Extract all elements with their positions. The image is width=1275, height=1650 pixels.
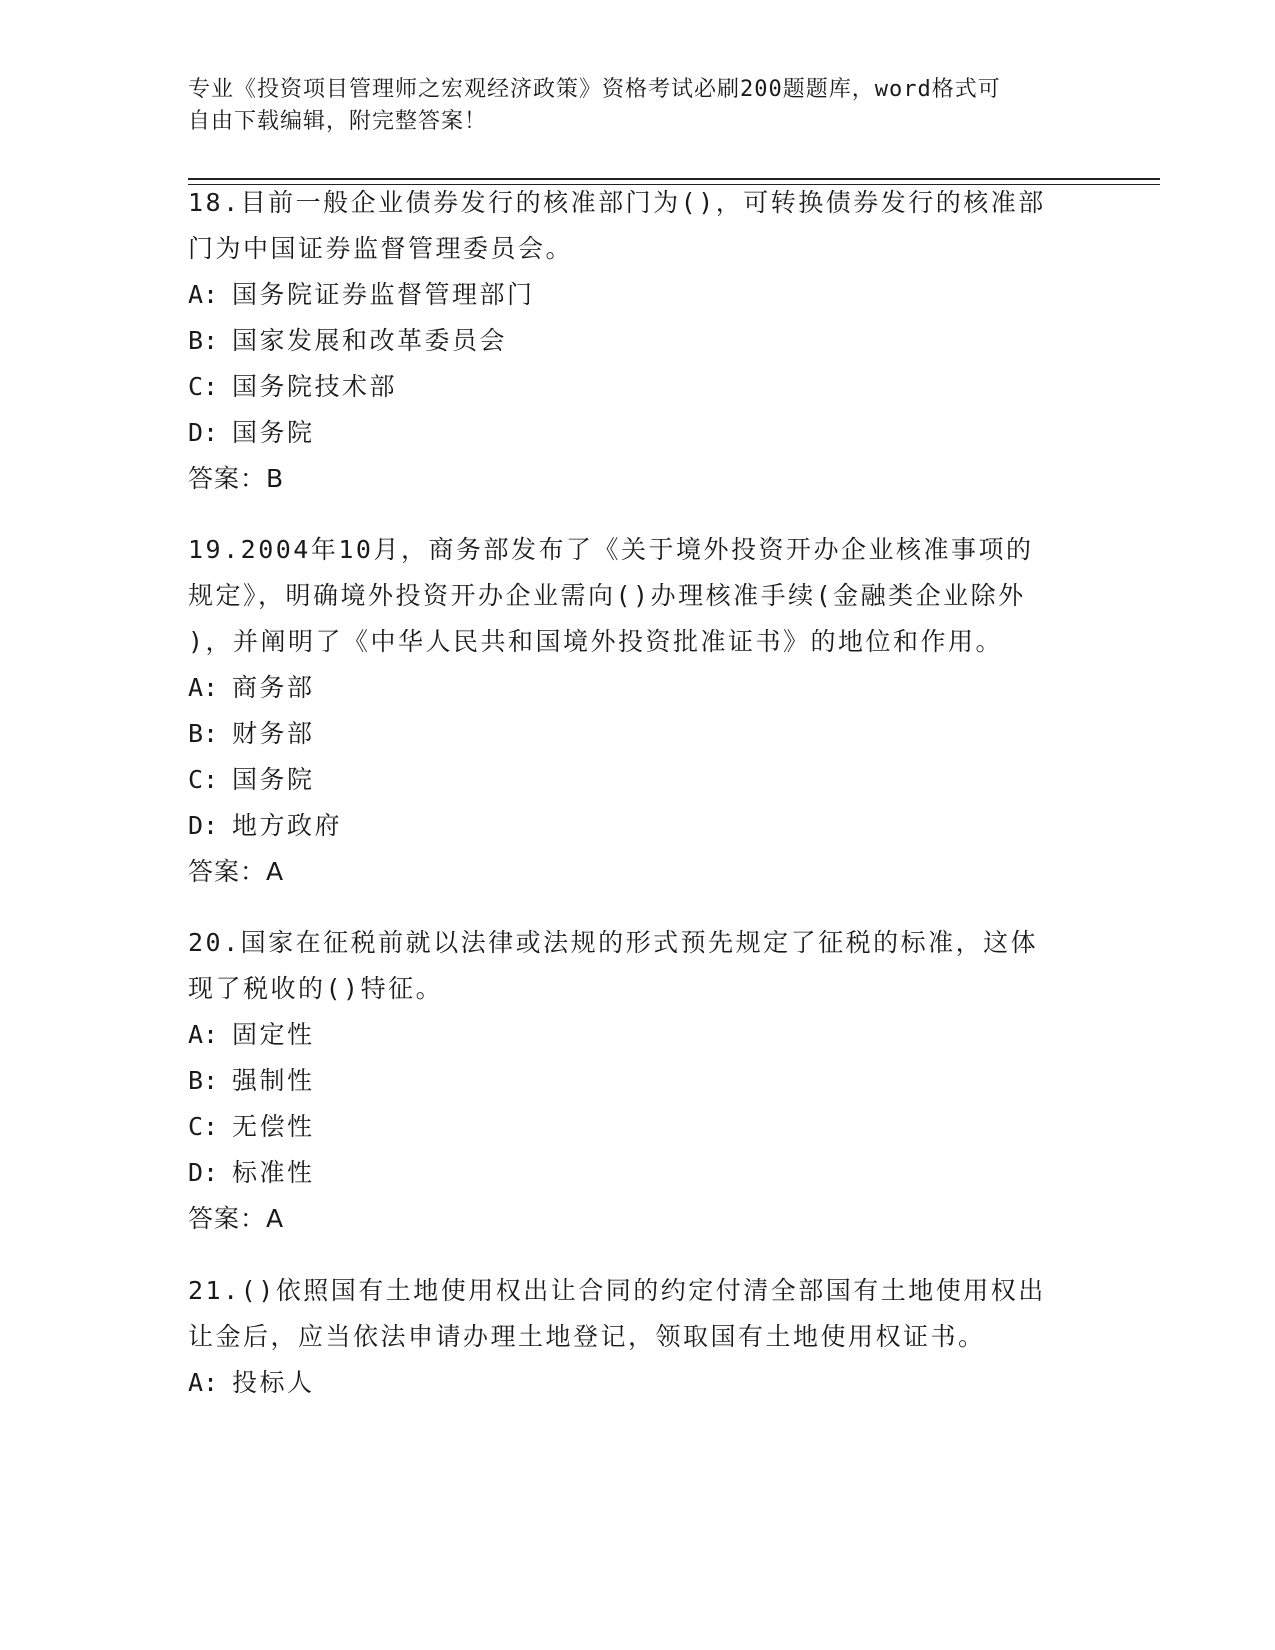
option-text: 财务部: [232, 719, 315, 748]
option-d: [188, 410, 1088, 456]
option-c: [188, 757, 1088, 803]
option-c: [188, 1104, 1088, 1150]
question-19: [188, 527, 1088, 895]
question-stem-line: 让金后，应当依法申请办理土地登记，领取国有土地使用权证书。: [188, 1322, 986, 1351]
option-b: [188, 711, 1088, 757]
option-text: 地方政府: [232, 811, 343, 840]
header-line-2: 自由下载编辑，附完整答案！: [188, 109, 488, 134]
option-text: 商务部: [232, 673, 315, 702]
option-key: B:: [188, 326, 219, 355]
header-line-1: 专业《投资项目管理师之宏观经济政策》资格考试必刷200题题库，word格式可: [188, 77, 1001, 102]
option-a: [188, 1360, 1088, 1406]
option-text: 国务院: [232, 765, 315, 794]
option-d: [188, 803, 1088, 849]
question-stem-line: 19.2004年10月，商务部发布了《关于境外投资开办企业核准事项的: [188, 535, 1034, 564]
option-text: 国务院证券监督管理部门: [232, 280, 535, 309]
option-key: C:: [188, 765, 219, 794]
option-text: 国务院技术部: [232, 372, 398, 401]
option-text: 标准性: [232, 1158, 315, 1187]
answer-line: 答案：A: [188, 857, 285, 886]
option-key: B:: [188, 719, 219, 748]
option-key: D:: [188, 418, 219, 447]
option-text: 投标人: [232, 1368, 315, 1397]
option-key: C:: [188, 372, 219, 401]
question-stem-line: )，并阐明了《中华人民共和国境外投资批准证书》的地位和作用。: [188, 627, 1004, 656]
question-18: [188, 180, 1088, 502]
option-key: D:: [188, 1158, 219, 1187]
option-key: A:: [188, 1020, 219, 1049]
option-text: 国务院: [232, 418, 315, 447]
option-key: A:: [188, 673, 219, 702]
option-text: 国家发展和改革委员会: [232, 326, 508, 355]
question-stem-line: 规定》，明确境外投资开办企业需向()办理核准手续(金融类企业除外: [188, 581, 1026, 610]
question-21: [188, 1268, 1088, 1406]
option-b: [188, 318, 1088, 364]
option-b: [188, 1058, 1088, 1104]
option-c: [188, 364, 1088, 410]
option-a: [188, 665, 1088, 711]
answer-line: 答案：B: [188, 464, 285, 493]
option-text: 无偿性: [232, 1112, 315, 1141]
option-d: [188, 1150, 1088, 1196]
question-stem-line: 现了税收的()特征。: [188, 974, 444, 1003]
option-text: 固定性: [232, 1020, 315, 1049]
question-stem-line: 20.国家在征税前就以法律或法规的形式预先规定了征税的标准，这体: [188, 928, 1039, 957]
option-a: [188, 1012, 1088, 1058]
option-a: [188, 272, 1088, 318]
question-stem-line: 21.()依照国有土地使用权出让合同的约定付清全部国有土地使用权出: [188, 1276, 1046, 1305]
question-stem-line: 门为中国证券监督管理委员会。: [188, 234, 574, 263]
option-key: C:: [188, 1112, 219, 1141]
option-key: B:: [188, 1066, 219, 1095]
option-key: A:: [188, 280, 219, 309]
question-stem-line: 18.目前一般企业债券发行的核准部门为()，可转换债券发行的核准部: [188, 188, 1046, 217]
option-key: D:: [188, 811, 219, 840]
option-key: A:: [188, 1368, 219, 1397]
question-20: [188, 920, 1088, 1242]
answer-line: 答案：A: [188, 1204, 285, 1233]
option-text: 强制性: [232, 1066, 315, 1095]
document-header: [188, 74, 1068, 138]
